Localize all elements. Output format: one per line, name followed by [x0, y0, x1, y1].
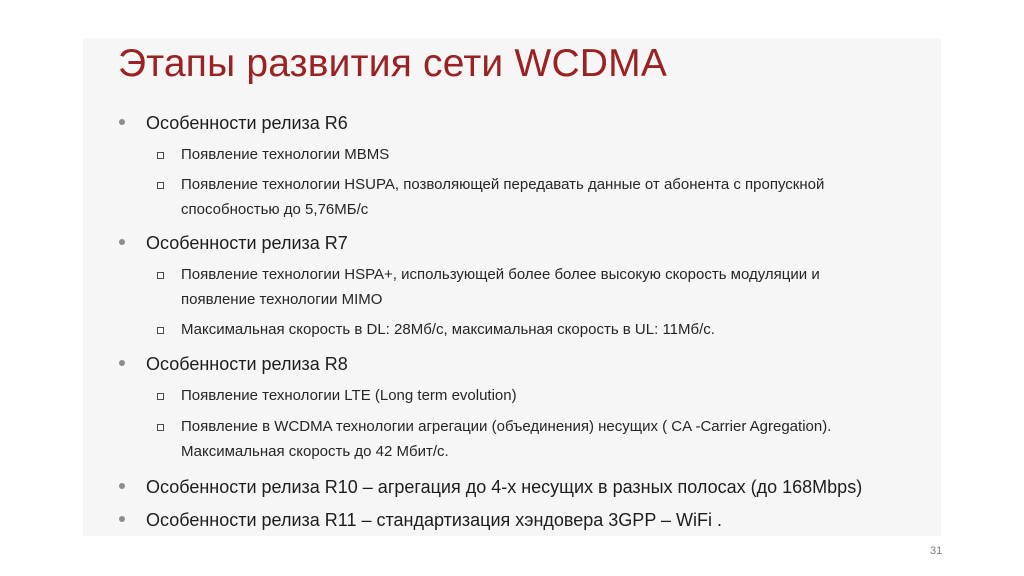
subbullet-max-speed [181, 317, 715, 342]
subbullet-line: Появление технологии LTE (Long term evolution) [181, 387, 517, 404]
bullet-release-r10 [146, 477, 862, 498]
subbullet-line: Появление технологии MBMS [181, 146, 390, 163]
page-number: 31 [930, 545, 943, 557]
subbullet-line: способностью до 5,76МБ/с [181, 201, 369, 218]
subbullet-line: Появление в WCDMA технологии агрегации (объединения) несущих ( CA -Carrier Agregation). [181, 418, 832, 435]
bullet-heading: Особенности релиза R11 – стандартизация хэндовера 3GPP – WiFi . [146, 510, 722, 530]
square-bullet-icon [157, 272, 164, 279]
bullet-heading: Особенности релиза R8 [146, 354, 348, 374]
bullet-dot-icon [119, 360, 125, 366]
subbullet-line: Максимальная скорость до 42 Мбит/с. [181, 443, 449, 460]
bullet-release-r8 [146, 354, 348, 375]
slide-title: Этапы развития сети WCDMA [118, 42, 668, 85]
bullet-dot-icon [119, 119, 125, 125]
square-bullet-icon [157, 152, 164, 159]
square-bullet-icon [157, 424, 164, 431]
square-bullet-icon [157, 327, 164, 334]
subbullet-line: появление технологии MIMO [181, 291, 383, 308]
bullet-heading: Особенности релиза R6 [146, 113, 348, 133]
subbullet-hsupa [181, 172, 824, 222]
bullet-release-r7 [146, 233, 348, 254]
subbullet-line: Появление технологии HSUPA, позволяющей передавать данные от абонента с пропускной [181, 176, 825, 193]
subbullet-line: Появление технологии HSPA+, использующей более более высокую скорость модуляции и [181, 266, 820, 283]
square-bullet-icon [157, 393, 164, 400]
bullet-release-r6 [146, 113, 348, 134]
square-bullet-icon [157, 182, 164, 189]
bullet-heading: Особенности релиза R10 – агрегация до 4-х несущих в разных полосах (до 168Mbps) [146, 477, 863, 497]
subbullet-line: Максимальная скорость в DL: 28Мб/с, максимальная скорость в UL: 11Мб/с. [181, 321, 715, 338]
subbullet-mbms [181, 142, 389, 167]
bullet-dot-icon [119, 516, 125, 522]
subbullet-hspa-plus [181, 262, 820, 312]
bullet-dot-icon [119, 239, 125, 245]
bullet-heading: Особенности релиза R7 [146, 233, 348, 253]
bullet-dot-icon [119, 483, 125, 489]
bullet-release-r11 [146, 510, 722, 531]
subbullet-lte [181, 383, 517, 408]
subbullet-carrier-aggregation [181, 414, 831, 464]
